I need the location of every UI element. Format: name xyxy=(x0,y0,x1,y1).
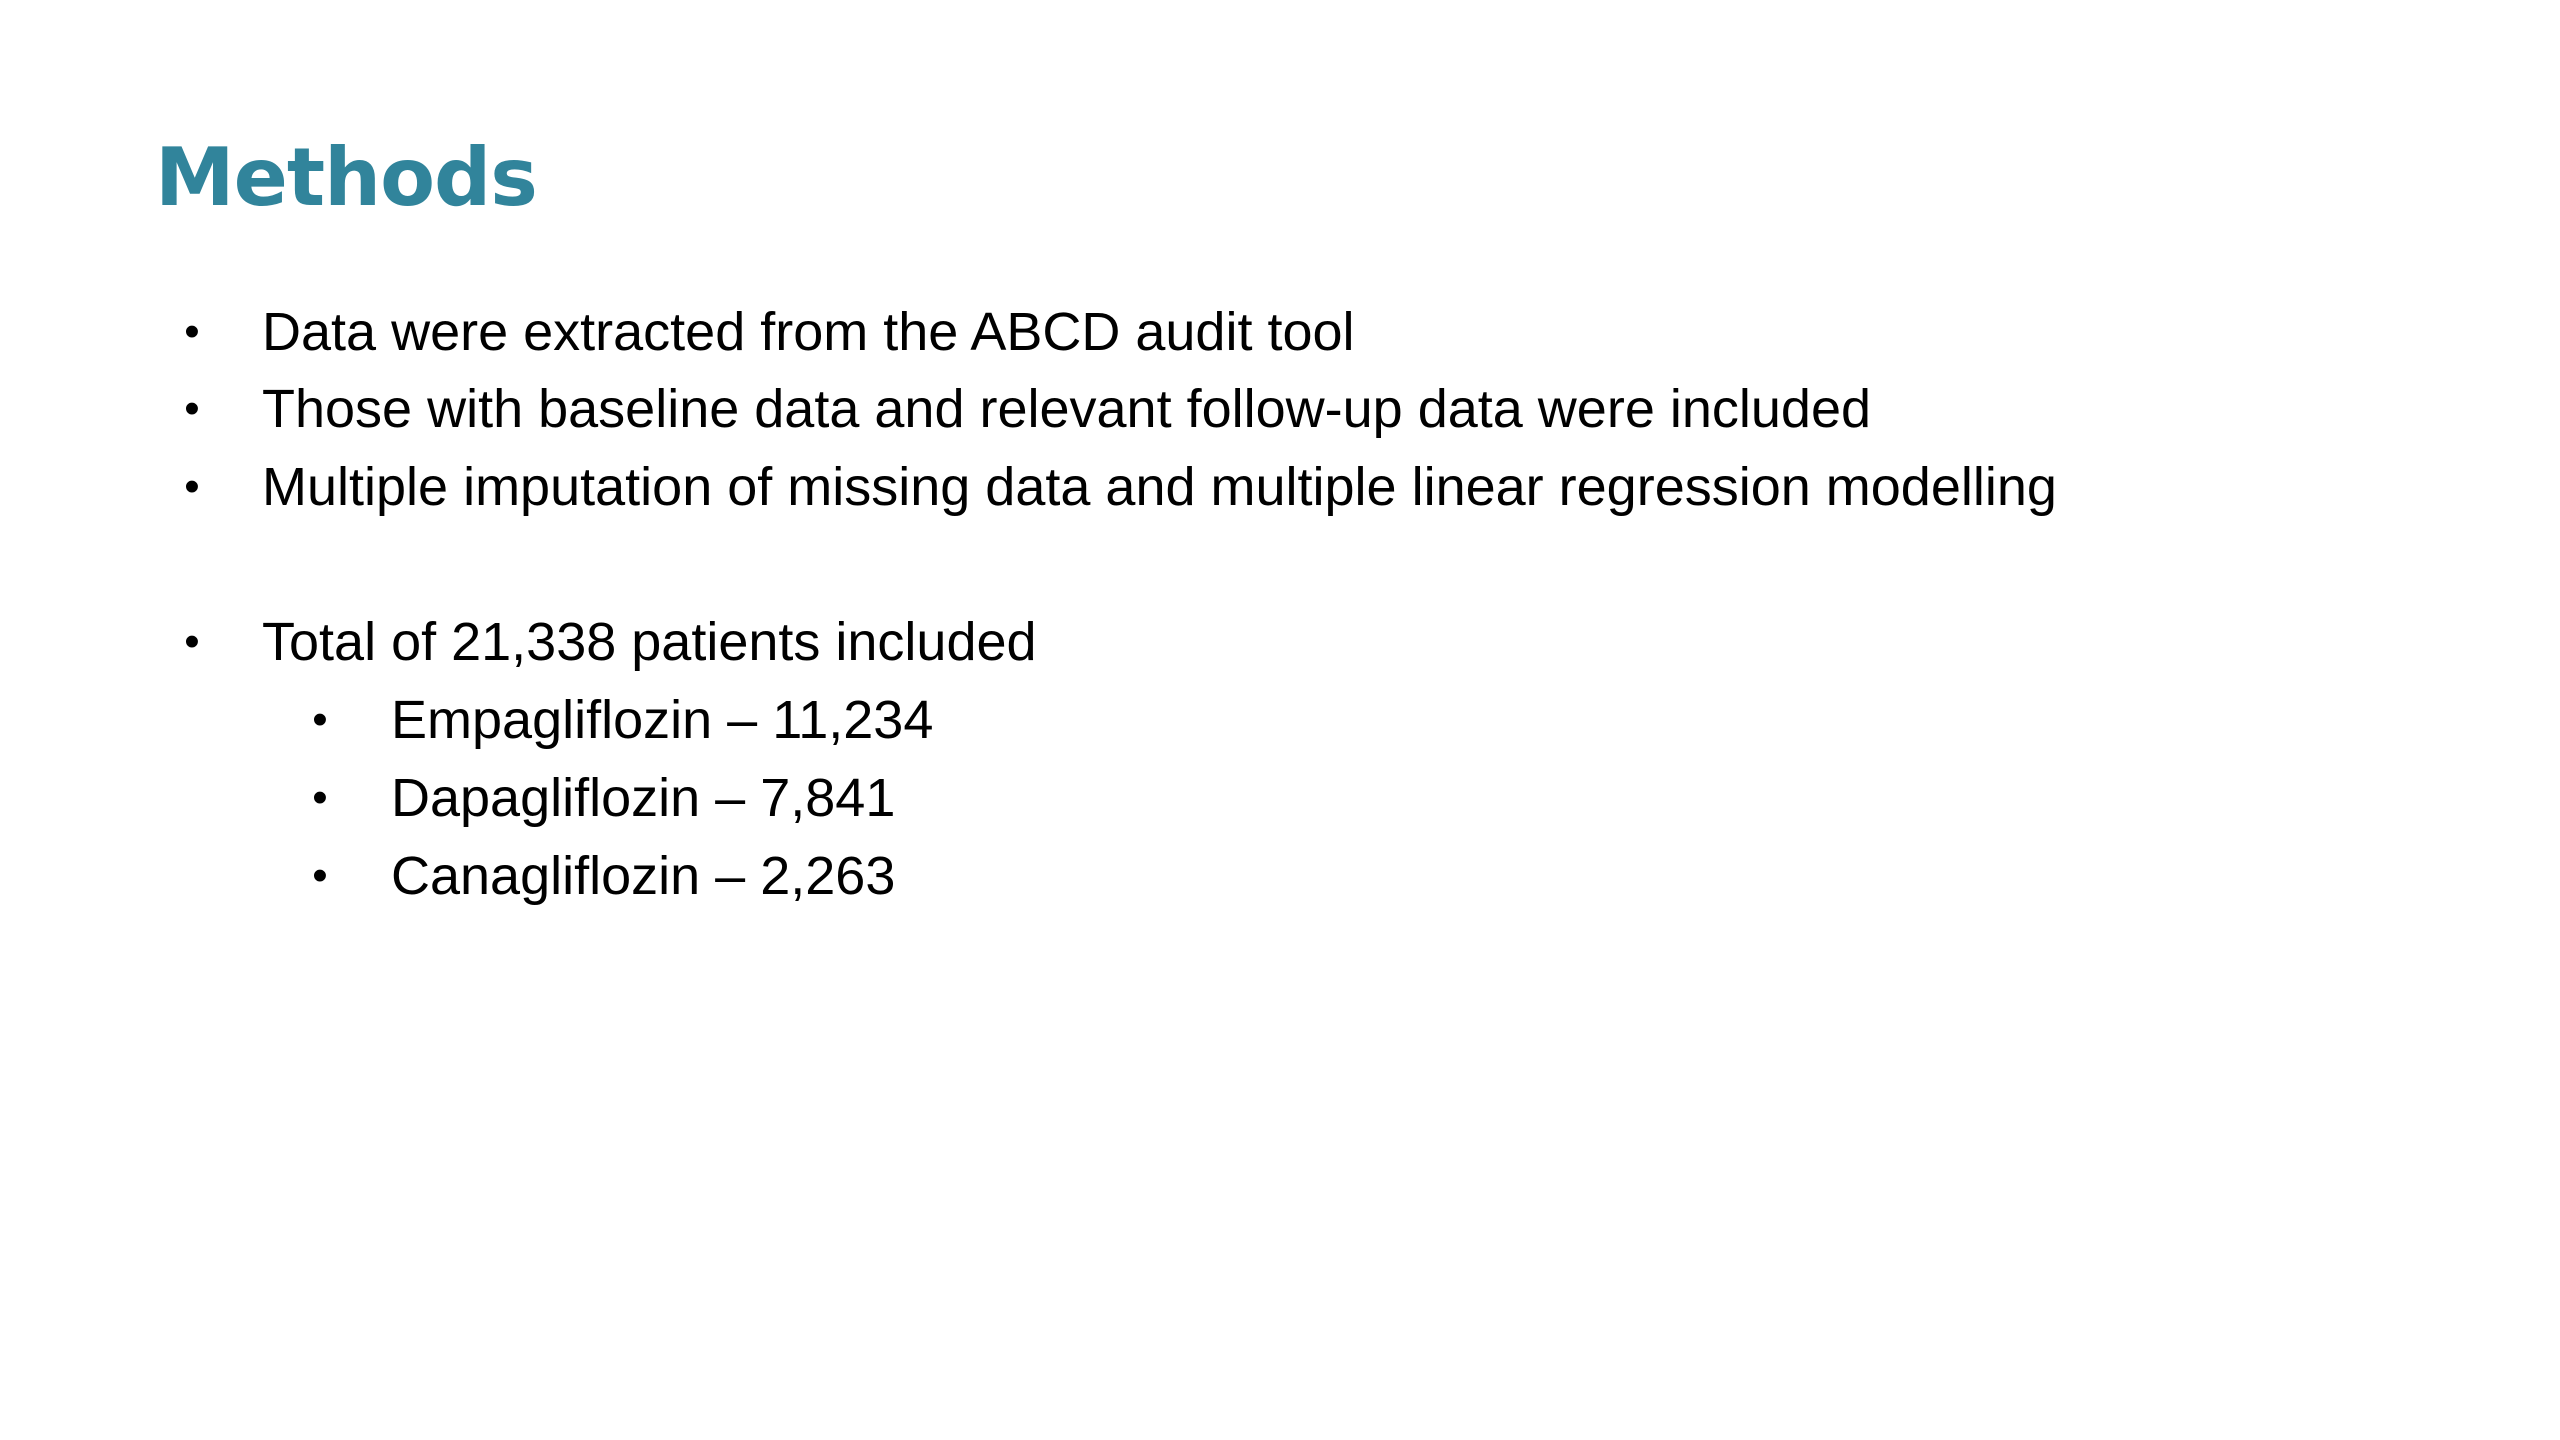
bullet-text: Data were extracted from the ABCD audit tool xyxy=(262,302,1355,362)
sub-bullet-text: Empagliflozin – 11,234 xyxy=(391,690,934,750)
bullet-text: Those with baseline data and relevant follow-up data were included xyxy=(262,379,1872,439)
bullet-icon: • xyxy=(312,695,328,744)
bullet-icon: • xyxy=(184,617,200,666)
sub-bullet-text: Dapagliflozin – 7,841 xyxy=(391,768,896,828)
bullet-icon: • xyxy=(312,851,328,900)
bullet-icon: • xyxy=(184,307,200,356)
bullet-text: Multiple imputation of missing data and multiple linear regression modelling xyxy=(262,457,2057,517)
sub-bullet-text: Canagliflozin – 2,263 xyxy=(391,846,896,906)
bullet-icon: • xyxy=(184,384,200,433)
bullet-icon: • xyxy=(184,462,200,511)
bullet-icon: • xyxy=(312,773,328,822)
bullet-text: Total of 21,338 patients included xyxy=(262,612,1037,672)
slide-title: Methods xyxy=(155,131,537,224)
